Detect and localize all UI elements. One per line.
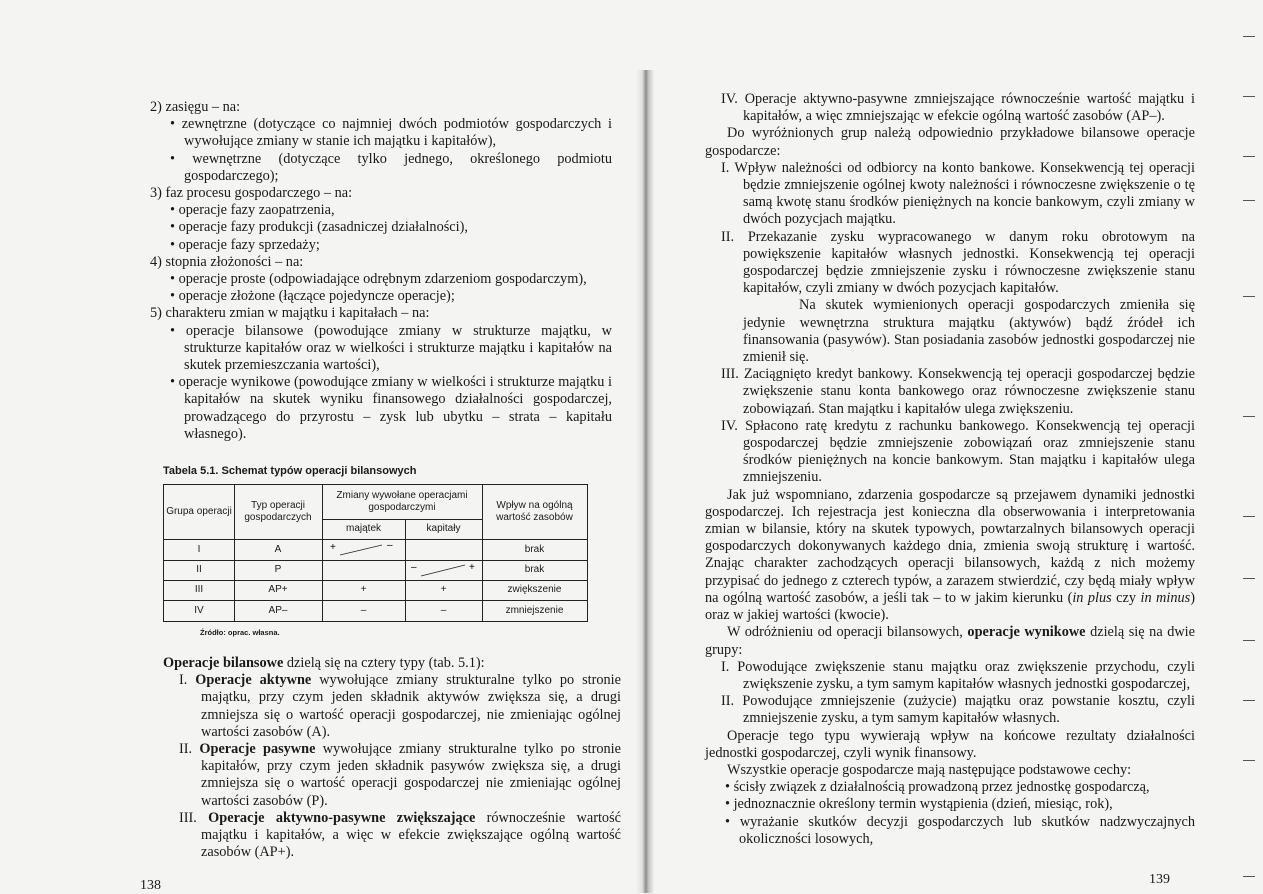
row-capital: – bbox=[440, 604, 447, 616]
result-group-item bbox=[705, 659, 1195, 693]
table-source: Źródło: oprac. własna. bbox=[200, 628, 280, 637]
scan-mark bbox=[1243, 700, 1255, 701]
operation-type bbox=[163, 810, 621, 862]
list-bullet: • operacje proste (odpowiadające odrębnym zdarzeniom gospodarczym), bbox=[170, 271, 587, 288]
row-capital bbox=[405, 560, 482, 580]
row-type: P bbox=[274, 564, 282, 575]
item-number: II. bbox=[721, 228, 735, 245]
item-number: I. bbox=[721, 159, 730, 176]
scan-mark bbox=[1243, 516, 1255, 517]
list-bullet: • operacje bilansowe (powodujące zmiany w strukturze majątku, w strukturze kapitałów oraz w wielkości i strukturze majątku i kapitałów na skutek przemieszczania wartości), bbox=[170, 322, 612, 374]
result-group-item bbox=[705, 693, 1195, 727]
feature-bullet: • jednoznacznie określony termin wystąpienia (dzień, miesiąc, rok), bbox=[725, 796, 1113, 813]
example-item bbox=[705, 229, 1195, 298]
row-group: IV bbox=[194, 604, 204, 616]
scan-mark bbox=[1243, 200, 1255, 201]
svg-text:–: – bbox=[387, 540, 393, 551]
diagonal-arrow-icon bbox=[322, 539, 405, 560]
row-group: I bbox=[197, 543, 201, 555]
type-name: Operacje pasywne bbox=[199, 741, 316, 758]
scan-mark bbox=[1243, 96, 1255, 97]
list-bullet: • zewnętrzne (dotyczące co najmniej dwóch podmiotów gospodarczych i wywołujące zmiany w stanie ich majątku i kapitałów), bbox=[170, 116, 612, 150]
item-number: I. bbox=[721, 658, 730, 675]
section-intro: Operacje bilansowe dzielą się na cztery typy (tab. 5.1): bbox=[163, 655, 485, 671]
examples-intro: Do wyróżnionych grup należą odpowiednio przykładowe bilansowe operacje gospodarcze: bbox=[705, 125, 1195, 159]
svg-text:+: + bbox=[469, 562, 475, 573]
header-changes: Zmiany wywołane operacjami gospodarczymi bbox=[336, 490, 468, 513]
row-type: AP– bbox=[268, 604, 288, 616]
dynamics-paragraph: Jak już wspomniano, zdarzenia gospodarcze są przejawem dynamiki jednostki gospodarczej. Ich rejestracja jest konieczna dla obserwowania i interpretowania zmian w bilansie, który na skutek typowych, powtarzalnych bilansowych operacji gospodarczych dokonywanych każdego dnia, zmienia swoją strukturę i wartość. Znając charakter zachodzących operacji bilansowych, każdą z nich możemy przypisać do jednego z czterech typów, a zarazem stwierdzić, czy będą miały wpływ na ogólną wartość zasobów, a jeśli tak – to w jakim kierunku (in plus czy in minus) oraz w jakiej wartości (kwocie). bbox=[705, 486, 1195, 624]
table-caption: Tabela 5.1. Schemat typów operacji bilansowych bbox=[163, 465, 417, 477]
list-heading: 3) faz procesu gospodarczego – na: bbox=[150, 185, 353, 202]
type-number: I. bbox=[179, 672, 188, 689]
balance-operations-section bbox=[163, 655, 621, 861]
list-bullet: • operacje fazy produkcji (zasadniczej działalności), bbox=[170, 219, 468, 236]
item-text: Powodujące zwiększenie stanu majątku oraz zwiększenie przychodu, czyli zwiększenie zysku, a tym samym kapitałów własnych jednostki gospodarczej, bbox=[737, 658, 1196, 692]
header-type: Typ operacji gospodarczych bbox=[244, 500, 312, 523]
header-assets: majątek bbox=[345, 523, 381, 534]
example-item bbox=[705, 160, 1195, 229]
row-effect: brak bbox=[524, 564, 545, 575]
row-assets: – bbox=[360, 604, 367, 616]
scan-mark bbox=[1243, 416, 1255, 417]
type-description: równocześnie wartość majątku i kapitałów, a więc w efekcie zwiększające ogólną wartość zasobów (AP+). bbox=[201, 809, 621, 861]
example-item bbox=[705, 366, 1195, 418]
scan-mark bbox=[1243, 876, 1255, 877]
item-number: III. bbox=[721, 366, 739, 383]
header-capital: kapitały bbox=[426, 523, 461, 534]
row-group: II bbox=[196, 564, 202, 575]
right-text bbox=[705, 91, 1195, 848]
diagonal-arrow-icon bbox=[405, 560, 482, 580]
type-name: Operacje aktywne bbox=[195, 672, 312, 689]
scan-mark bbox=[1243, 760, 1255, 761]
item-text: Zaciągnięto kredyt bankowy. Konsekwencją tej operacji gospodarczej będzie zwiększenie stanu konta bankowego oraz równoczesne zwiększenie stanu zobowiązań. Stan majątku i kapitałów ulega zwiększeniu. bbox=[743, 366, 1195, 417]
type-number: III. bbox=[179, 809, 197, 826]
item-number: IV. bbox=[721, 417, 738, 434]
feature-bullet: • ścisły związek z działalnością prowadzoną przez jednostkę gospodarczą, bbox=[725, 779, 1150, 796]
type-description: wywołujące zmiany strukturalne tylko po stronie kapitałów, przy czym jeden składnik pasywów zwiększa się, a drugi zmniejsza się o wartość operacji gospodarczej nie zmieniając ogólnej wartości zasobów (P). bbox=[201, 741, 622, 809]
header-group: Grupa operacji bbox=[166, 506, 232, 517]
list-bullet: • operacje fazy sprzedaży; bbox=[170, 236, 320, 253]
example-item bbox=[705, 418, 1195, 487]
list-heading: 2) zasięgu – na: bbox=[150, 99, 241, 115]
item-text: Spłacono ratę kredytu z rachunku bankowego. Konsekwencją tej operacji gospodarczej będzie zmniejszenie zobowiązań oraz zmniejszenie stanu środków pieniężnych na koncie bankowym. Stan majątku i kapitałów ulega zmniejszeniu. bbox=[743, 417, 1195, 486]
type-description: wywołujące zmiany strukturalne tylko po stronie majątku, przy czym jeden składnik aktywów zwiększa się, a drugi zmniejsza się o wartość operacji gospodarczej, nie zmieniając ogólnej wartości zasobów (A). bbox=[201, 672, 621, 740]
type-number: II. bbox=[179, 741, 193, 758]
list-bullet: • operacje wynikowe (powodujące zmiany w wielkości i strukturze majątku i kapitałów na skutek wyniku finansowego działalności gospodarczej, prowadzącego do przyrostu – zysk lub ubytku – strata – kapitału własnego). bbox=[170, 374, 612, 442]
effect-paragraph: Na skutek wymienionych operacji gospodarczych zmieniła się jedynie wewnętrzna struktura majątku (aktywów) bądź źródeł ich finansowania (pasywów). Stan posiadania zasobów jednostki gospodarczej nie zmienił się. bbox=[743, 297, 1195, 366]
row-type: A bbox=[274, 543, 282, 555]
list-bullet: • operacje fazy zaopatrzenia, bbox=[170, 202, 335, 219]
classification-list bbox=[150, 99, 612, 443]
item-text: Wpływ należności od odbiorcy na konto bankowe. Konsekwencją tej operacji będzie zmniejszenie ogólnej kwoty należności i równoczesne zwiększenie o tę samą kwotę stanu środków pieniężnych na koncie bankowym, czyli zmiany w dwóch pozycjach majątku. bbox=[734, 159, 1195, 228]
item-number: II. bbox=[721, 693, 735, 710]
scan-mark bbox=[1243, 296, 1255, 297]
right-page bbox=[650, 0, 1263, 893]
row-assets bbox=[322, 539, 405, 560]
features-intro: Wszystkie operacje gospodarcze mają następujące podstawowe cechy: bbox=[727, 761, 1132, 778]
row-effect: zmniejszenie bbox=[505, 604, 564, 616]
feature-bullet: • wyrażanie skutków decyzji gospodarczych lub skutków nadzwyczajnych okoliczności losowych, bbox=[725, 813, 1195, 847]
scan-mark bbox=[1243, 640, 1255, 641]
row-capital: + bbox=[440, 584, 447, 595]
svg-text:+: + bbox=[330, 542, 336, 553]
page-number: 138 bbox=[140, 878, 161, 893]
row-effect: zwiększenie bbox=[507, 584, 562, 595]
type-name: Operacje aktywno-pasywne zwiększające bbox=[208, 809, 476, 826]
list-bullet: • operacje złożone (łączące pojedyncze operacje); bbox=[170, 288, 455, 305]
row-group: III bbox=[194, 584, 204, 595]
page-number: 139 bbox=[1149, 872, 1170, 887]
type-four: IV. Operacje aktywno-pasywne zmniejszające równocześnie wartość majątku i kapitałów, a więc zmniejszając w efekcie ogólną wartość zasobów (AP–). bbox=[721, 91, 1195, 125]
scan-mark bbox=[1243, 578, 1255, 579]
operation-type bbox=[163, 741, 621, 810]
item-text: Powodujące zmniejszenie (zużycie) majątku oraz powstanie kosztu, czyli zmniejszenie zysku, a tym samym kapitałów własnych. bbox=[742, 693, 1196, 727]
row-type: AP+ bbox=[268, 584, 288, 595]
item-text: Przekazanie zysku wypracowanego w danym roku obrotowym na powiększenie kapitałów własnych jednostki. Konsekwencją tej operacji gospodarczej będzie zmniejszenie zysku i równoczesne zwiększenie stanu kapitałów, czyli zmiany w dwóch pozycjach kapitałów. bbox=[743, 228, 1195, 297]
result-intro: W odróżnieniu od operacji bilansowych, operacje wynikowe dzielą się na dwie grupy: bbox=[705, 624, 1195, 658]
scan-mark bbox=[1243, 156, 1255, 157]
row-effect: brak bbox=[524, 543, 545, 555]
svg-text:–: – bbox=[411, 562, 417, 573]
list-heading: 5) charakteru zmian w majątku i kapitałach – na: bbox=[150, 305, 430, 322]
type-paragraph: Operacje tego typu wywierają wpływ na końcowe rezultaty działalności jednostki gospodarczej, czyli wynik finansowy. bbox=[705, 727, 1195, 761]
list-heading: 4) stopnia złożoności – na: bbox=[150, 253, 304, 270]
operations-table bbox=[163, 484, 588, 622]
scan-mark bbox=[1243, 36, 1255, 37]
row-assets: + bbox=[360, 584, 367, 595]
header-effect: Wpływ na ogólną wartość zasobów bbox=[496, 500, 573, 523]
list-bullet: • wewnętrzne (dotyczące tylko jednego, określonego podmiotu gospodarczego); bbox=[170, 150, 612, 184]
operation-type bbox=[163, 672, 621, 741]
